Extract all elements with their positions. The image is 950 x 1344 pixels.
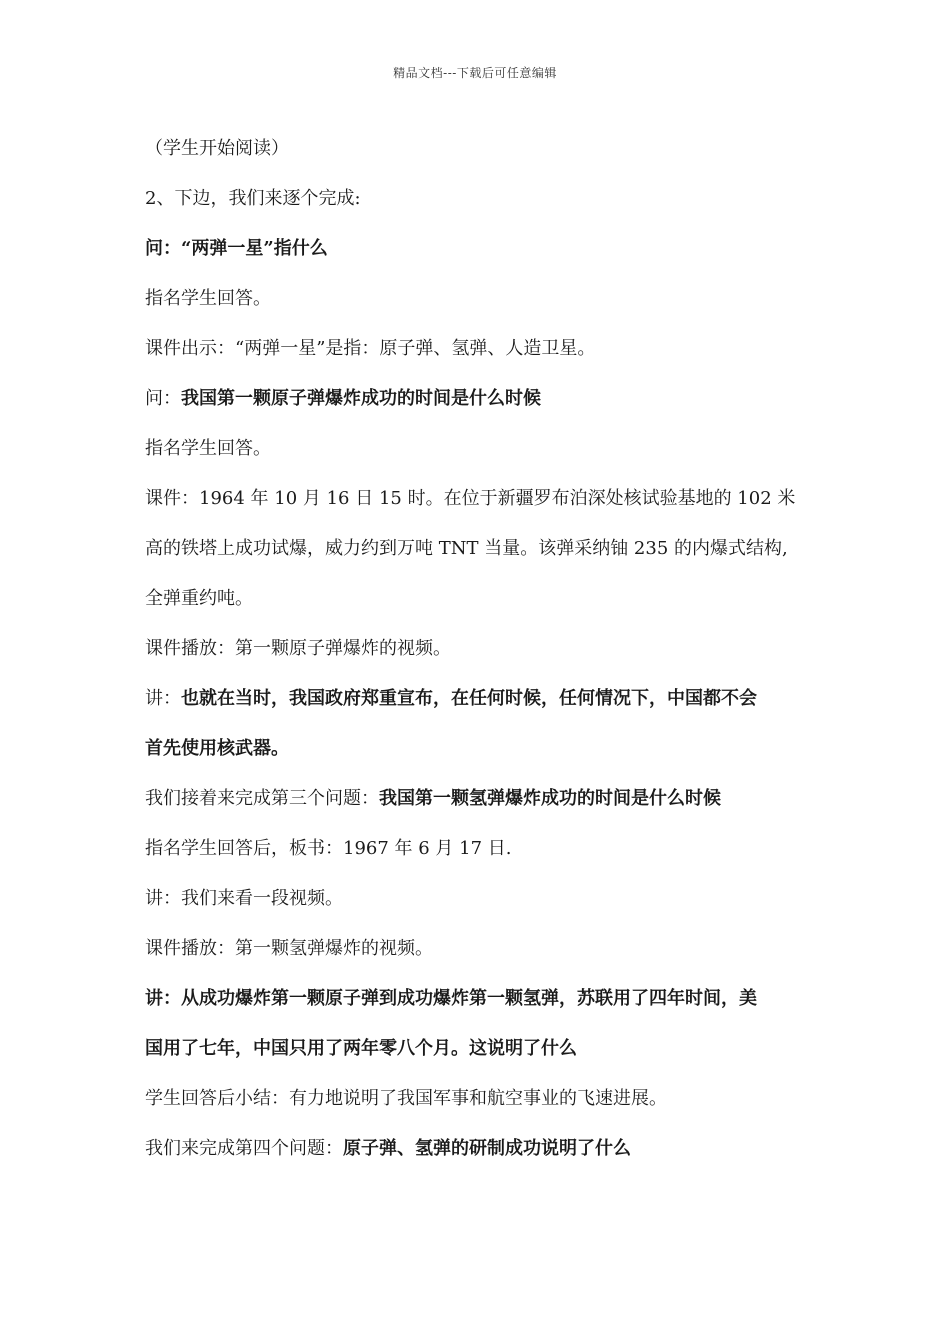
page-header: 精品文档---下载后可任意编辑 (393, 66, 557, 80)
bold-text-segment: 国用了七年，中国只用了两年零八个月。这说明了什么 (145, 1038, 577, 1059)
text-line (145, 983, 825, 1033)
text-line (145, 633, 825, 683)
text-line (145, 883, 825, 933)
text-segment: 课件：1964 年 10 月 16 日 15 时。在位于新疆罗布泊深处核试验基地的 102 米 (145, 488, 796, 509)
text-segment: 全弹重约吨。 (145, 588, 253, 609)
text-segment: 课件播放：第一颗氢弹爆炸的视频。 (145, 938, 433, 959)
text-segment: 我们来完成第四个问题： (145, 1138, 343, 1159)
bold-text-segment: 我国第一颗原子弹爆炸成功的时间是什么时候 (181, 388, 541, 409)
text-segment: 指名学生回答。 (145, 438, 271, 459)
text-line (145, 383, 825, 433)
text-segment: 讲： (145, 688, 181, 709)
text-line (145, 533, 825, 583)
text-line (145, 683, 825, 733)
text-line (145, 133, 825, 183)
bold-text-segment: 我国第一颗氢弹爆炸成功的时间是什么时候 (379, 788, 721, 809)
text-segment: 课件出示：“两弹一星”是指：原子弹、氢弹、人造卫星。 (145, 338, 596, 359)
text-segment: 高的铁塔上成功试爆，威力约到万吨 TNT 当量。该弹采纳铀 235 的内爆式结构, (145, 538, 788, 559)
text-segment: 指名学生回答。 (145, 288, 271, 309)
text-segment: 讲：我们来看一段视频。 (145, 888, 343, 909)
text-line (145, 583, 825, 633)
text-segment: 课件播放：第一颗原子弹爆炸的视频。 (145, 638, 451, 659)
text-segment: 学生回答后小结：有力地说明了我国军事和航空事业的飞速进展。 (145, 1088, 667, 1109)
text-segment: 指名学生回答后，板书：1967 年 6 月 17 日. (145, 838, 512, 859)
text-line (145, 1083, 825, 1133)
bold-text-segment: 首先使用核武器。 (145, 738, 289, 759)
text-line (145, 333, 825, 383)
text-line (145, 833, 825, 883)
text-line (145, 183, 825, 233)
text-segment: 问： (145, 388, 181, 409)
text-line (145, 1033, 825, 1083)
text-segment: 2、下边，我们来逐个完成: (145, 188, 361, 209)
text-segment: （学生开始阅读） (145, 138, 289, 159)
text-line (145, 783, 825, 833)
text-line (145, 233, 825, 283)
text-line (145, 733, 825, 783)
bold-text-segment: 原子弹、氢弹的研制成功说明了什么 (343, 1138, 631, 1159)
bold-text-segment: 也就在当时，我国政府郑重宣布，在任何时候，任何情况下，中国都不会 (181, 688, 757, 709)
text-line (145, 933, 825, 983)
text-line (145, 283, 825, 333)
text-segment: 我们接着来完成第三个问题： (145, 788, 379, 809)
bold-text-segment: 问：“两弹一星”指什么 (145, 238, 328, 259)
text-line (145, 1133, 825, 1183)
bold-text-segment: 讲：从成功爆炸第一颗原子弹到成功爆炸第一颗氢弹，苏联用了四年时间，美 (145, 988, 757, 1009)
text-line (145, 433, 825, 483)
document-body (145, 133, 825, 1183)
text-line (145, 483, 825, 533)
